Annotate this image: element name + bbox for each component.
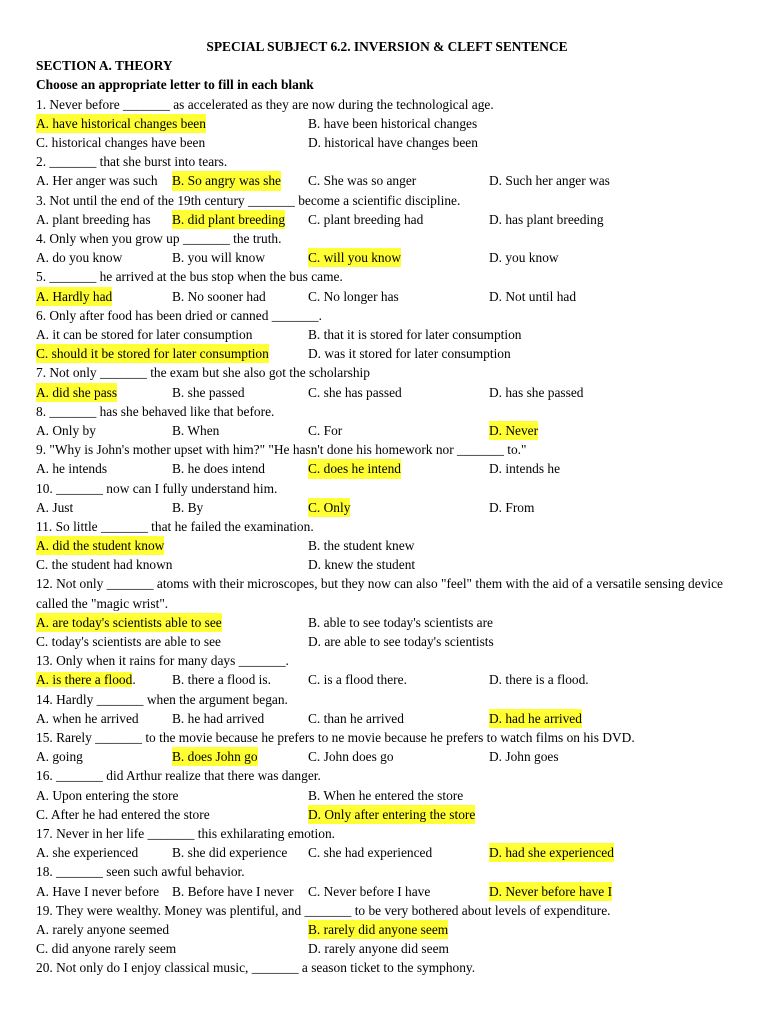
question-15: 15. Rarely _______ to the movie because he prefers to ne movie because he prefers to watch films on his DVD. (36, 730, 635, 746)
option-11a: A. did the student know (36, 536, 164, 555)
option-12a: A. are today's scientists able to see (36, 613, 222, 632)
option-2c: C. She was so anger (308, 173, 417, 189)
option-12b: B. able to see today's scientists are (308, 614, 493, 630)
option-6b: B. that it is stored for later consumption (308, 326, 522, 342)
options-6-row-2 (36, 344, 748, 363)
question-13: 13. Only when it rains for many days _______. (36, 653, 289, 669)
options-19-row-1 (36, 920, 748, 939)
options-12-row-1 (36, 613, 748, 632)
question-20: 20. Not only do I enjoy classical music, _______ a season ticket to the symphony. (36, 960, 476, 976)
option-18d: D. Never before have I (489, 882, 612, 901)
question-8: 8. _______ has she behaved like that before. (36, 403, 275, 419)
option-16a: A. Upon entering the store (36, 787, 179, 803)
option-5a: A. Hardly had (36, 287, 112, 306)
option-6d: D. was it stored for later consumption (308, 346, 511, 362)
option-7c: C. she has passed (308, 384, 402, 400)
option-15d: D. John goes (489, 749, 559, 765)
option-19a: A. rarely anyone seemed (36, 921, 170, 937)
options-1-row-2 (36, 133, 748, 152)
question-5: 5. _______ he arrived at the bus stop when the bus came. (36, 269, 343, 285)
question-19: 19. They were wealthy. Money was plentiful, and _______ to be very bothered about levels of expenditure. (36, 902, 611, 918)
question-9: 9. "Why is John's mother upset with him?" "He hasn't done his homework nor _______ to." (36, 442, 527, 458)
option-19c: C. did anyone rarely seem (36, 941, 177, 957)
option-9d: D. intends he (489, 461, 561, 477)
option-15b: B. does John go (172, 747, 258, 766)
option-14c: C. than he arrived (308, 710, 404, 726)
options-18 (36, 882, 748, 901)
options-13 (36, 670, 748, 689)
option-8d: D. Never (489, 421, 538, 440)
option-14b: B. he had arrived (172, 710, 265, 726)
option-6a: A. it can be stored for later consumption (36, 326, 253, 342)
option-3c: C. plant breeding had (308, 211, 424, 227)
options-12-row-2 (36, 632, 748, 651)
option-7a: A. did she pass (36, 383, 117, 402)
option-10c: C. Only (308, 498, 350, 517)
option-5c: C. No longer has (308, 288, 399, 304)
option-4d: D. you know (489, 250, 559, 266)
option-11d: D. knew the student (308, 557, 416, 573)
options-1-row-1 (36, 114, 748, 133)
option-16c: C. After he had entered the store (36, 806, 210, 822)
option-10b: B. By (172, 499, 204, 515)
option-2b: B. So angry was she (172, 171, 281, 190)
options-16-row-2 (36, 805, 748, 824)
question-2: 2. _______ that she burst into tears. (36, 154, 228, 170)
option-4c: C. will you know (308, 248, 401, 267)
question-10: 10. _______ now can I fully understand him. (36, 480, 278, 496)
option-9b: B. he does intend (172, 461, 265, 477)
option-13b: B. there a flood is. (172, 672, 271, 688)
question-17: 17. Never in her life _______ this exhilarating emotion. (36, 826, 335, 841)
option-14d: D. had he arrived (489, 709, 582, 728)
question-7: 7. Not only _______ the exam but she also got the scholarship (36, 365, 370, 381)
option-13c: C. is a flood there. (308, 672, 407, 688)
options-4 (36, 248, 748, 267)
question-4: 4. Only when you grow up _______ the truth. (36, 230, 282, 246)
options-14 (36, 709, 748, 728)
option-15a: A. going (36, 749, 83, 765)
question-1: 1. Never before _______ as accelerated as they are now during the technological age. (36, 96, 494, 112)
question-6: 6. Only after food has been dried or canned _______. (36, 307, 322, 323)
option-4b: B. you will know (172, 250, 265, 266)
options-16-row-1 (36, 786, 748, 805)
option-1c: C. historical changes have been (36, 135, 206, 150)
options-6-row-1 (36, 325, 748, 344)
option-16d: D. Only after entering the store (308, 805, 475, 824)
option-7d: D. has she passed (489, 384, 584, 400)
option-8b: B. When (172, 422, 220, 438)
instruction: Choose an appropriate letter to fill in each blank (36, 77, 314, 93)
option-3b: B. did plant breeding (172, 210, 285, 229)
option-2d: D. Such her anger was (489, 173, 610, 189)
option-13a-wrap (36, 670, 136, 689)
options-2 (36, 171, 748, 190)
options-11-row-1 (36, 536, 748, 555)
option-18c: C. Never before I have (308, 883, 431, 899)
option-17c: C. she had experienced (308, 845, 433, 861)
option-15c: C. John does go (308, 749, 394, 765)
option-17b: B. she did experience (172, 845, 288, 861)
option-5d: D. Not until had (489, 288, 577, 304)
option-19d: D. rarely anyone did seem (308, 941, 449, 957)
options-5 (36, 287, 748, 306)
option-13a-tail: . (132, 672, 136, 688)
option-3a: A. plant breeding has (36, 211, 151, 227)
option-12d: D. are able to see today's scientists (308, 634, 494, 650)
option-19b: B. rarely did anyone seem (308, 920, 448, 939)
options-19-row-2 (36, 939, 748, 958)
option-7b: B. she passed (172, 384, 245, 400)
options-8 (36, 421, 748, 440)
option-11c: C. the student had known (36, 557, 173, 573)
question-12: 12. Not only _______ atoms with their microscopes, but they now can also "feel" them with the aid of a versatile sensing device called the "magic wrist". (36, 576, 724, 611)
option-10a: A. Just (36, 499, 74, 515)
question-18: 18. _______ seen such awful behavior. (36, 864, 245, 880)
option-16b: B. When he entered the store (308, 787, 464, 803)
options-11-row-2 (36, 555, 748, 574)
options-3 (36, 210, 748, 229)
page-title: SPECIAL SUBJECT 6.2. INVERSION & CLEFT SENTENCE (206, 39, 568, 54)
option-11b: B. the student knew (308, 538, 415, 554)
option-8c: C. For (308, 422, 343, 438)
option-17d: D. had she experienced (489, 843, 614, 862)
section-heading: SECTION A. THEORY (36, 58, 173, 74)
option-17a: A. she experienced (36, 845, 139, 861)
question-11: 11. So little _______ that he failed the examination. (36, 518, 314, 534)
options-10 (36, 498, 748, 517)
option-8a: A. Only by (36, 422, 96, 438)
option-1d: D. historical have changes been (308, 135, 478, 150)
options-7 (36, 383, 748, 402)
option-9a: A. he intends (36, 461, 108, 477)
option-1b: B. have been historical changes (308, 115, 478, 131)
option-10d: D. From (489, 499, 535, 515)
option-12c: C. today's scientists are able to see (36, 634, 221, 650)
options-15 (36, 747, 748, 766)
options-17 (36, 843, 748, 862)
question-14: 14. Hardly _______ when the argument began. (36, 691, 288, 707)
option-14a: A. when he arrived (36, 710, 139, 726)
question-3: 3. Not until the end of the 19th century _______ become a scientific discipline. (36, 192, 461, 208)
option-4a: A. do you know (36, 250, 123, 266)
option-18b: B. Before have I never (172, 883, 294, 899)
option-3d: D. has plant breeding (489, 211, 604, 227)
options-9 (36, 459, 748, 478)
option-5b: B. No sooner had (172, 288, 266, 304)
option-18a: A. Have I never before (36, 883, 160, 899)
option-9c: C. does he intend (308, 459, 401, 478)
option-13a: A. is there a flood (36, 672, 133, 688)
option-1a: A. have historical changes been (36, 114, 206, 133)
option-6c: C. should it be stored for later consumption (36, 344, 269, 363)
question-16: 16. _______ did Arthur realize that there was danger. (36, 768, 321, 784)
option-2a: A. Her anger was such (36, 173, 158, 189)
option-13d: D. there is a flood. (489, 672, 589, 688)
